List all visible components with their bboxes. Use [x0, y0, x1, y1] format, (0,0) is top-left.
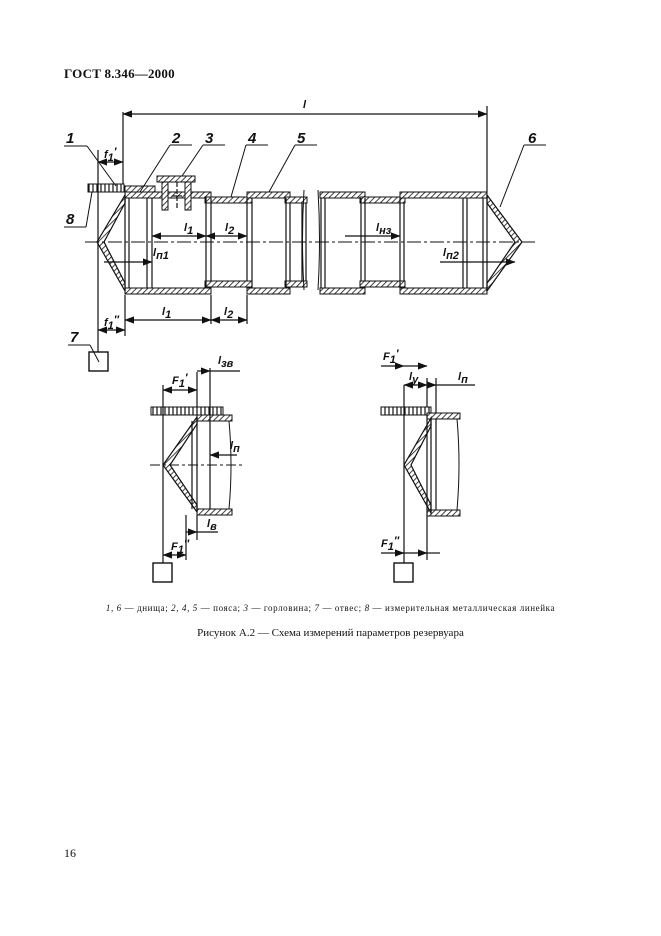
- label-f1-top: f1′: [104, 146, 117, 164]
- label-lzv: lзв: [218, 355, 234, 370]
- label-detail-right-F1-top: F1′: [383, 348, 399, 366]
- top-shell-rings: [125, 186, 487, 203]
- label-lv: lв: [207, 518, 217, 533]
- label-l1-bottom: l1: [162, 306, 172, 321]
- detail-left-ruler: [151, 407, 223, 415]
- label-f1-bottom: f1″: [104, 314, 120, 332]
- figure-legend: 1, 6 — днища; 2, 4, 5 — пояса; 3 — горловина; 7 — отвес; 8 — измерительная металлическая линейка: [105, 603, 556, 613]
- label-detail-left-F1-top: F1′: [172, 372, 188, 390]
- label-l2-bottom: l2: [224, 306, 234, 321]
- left-head: [97, 195, 125, 291]
- label-detail-left-ln: lп: [230, 440, 240, 455]
- page-number: 16: [64, 846, 76, 860]
- ring-boundaries: [206, 197, 404, 288]
- detail-left: [150, 368, 245, 582]
- label-detail-right-ln: lп: [458, 371, 468, 386]
- callout-1: 1: [66, 130, 75, 147]
- bottom-shell-rings: [125, 281, 487, 294]
- callout-6: 6: [528, 130, 537, 147]
- callout-8: 8: [66, 211, 75, 228]
- label-detail-left-F1-bottom: F1″: [171, 538, 190, 556]
- detail-right: [381, 366, 475, 582]
- figure-caption: Рисунок А.2 — Схема измерений параметров резервуара: [197, 627, 464, 639]
- callout-3: 3: [205, 130, 214, 147]
- label-lnz: lнз: [376, 222, 392, 237]
- document-header: ГОСТ 8.346—2000: [64, 66, 175, 81]
- label-ln1: lп1: [153, 247, 169, 262]
- callout-7: 7: [70, 329, 79, 346]
- label-ly: lу: [409, 371, 419, 386]
- measuring-ruler: [88, 184, 124, 192]
- detail-right-ruler: [381, 407, 431, 415]
- callout-5: 5: [297, 130, 306, 147]
- label-detail-right-F1-bottom: F1″: [381, 535, 400, 553]
- label-overall-length: l: [303, 99, 307, 111]
- label-l1-top: l1: [184, 222, 194, 237]
- right-head: [487, 195, 522, 291]
- label-ln2: lп2: [443, 247, 459, 262]
- label-l2-top: l2: [225, 222, 235, 237]
- callout-2: 2: [172, 130, 181, 147]
- callout-4: 4: [248, 130, 257, 147]
